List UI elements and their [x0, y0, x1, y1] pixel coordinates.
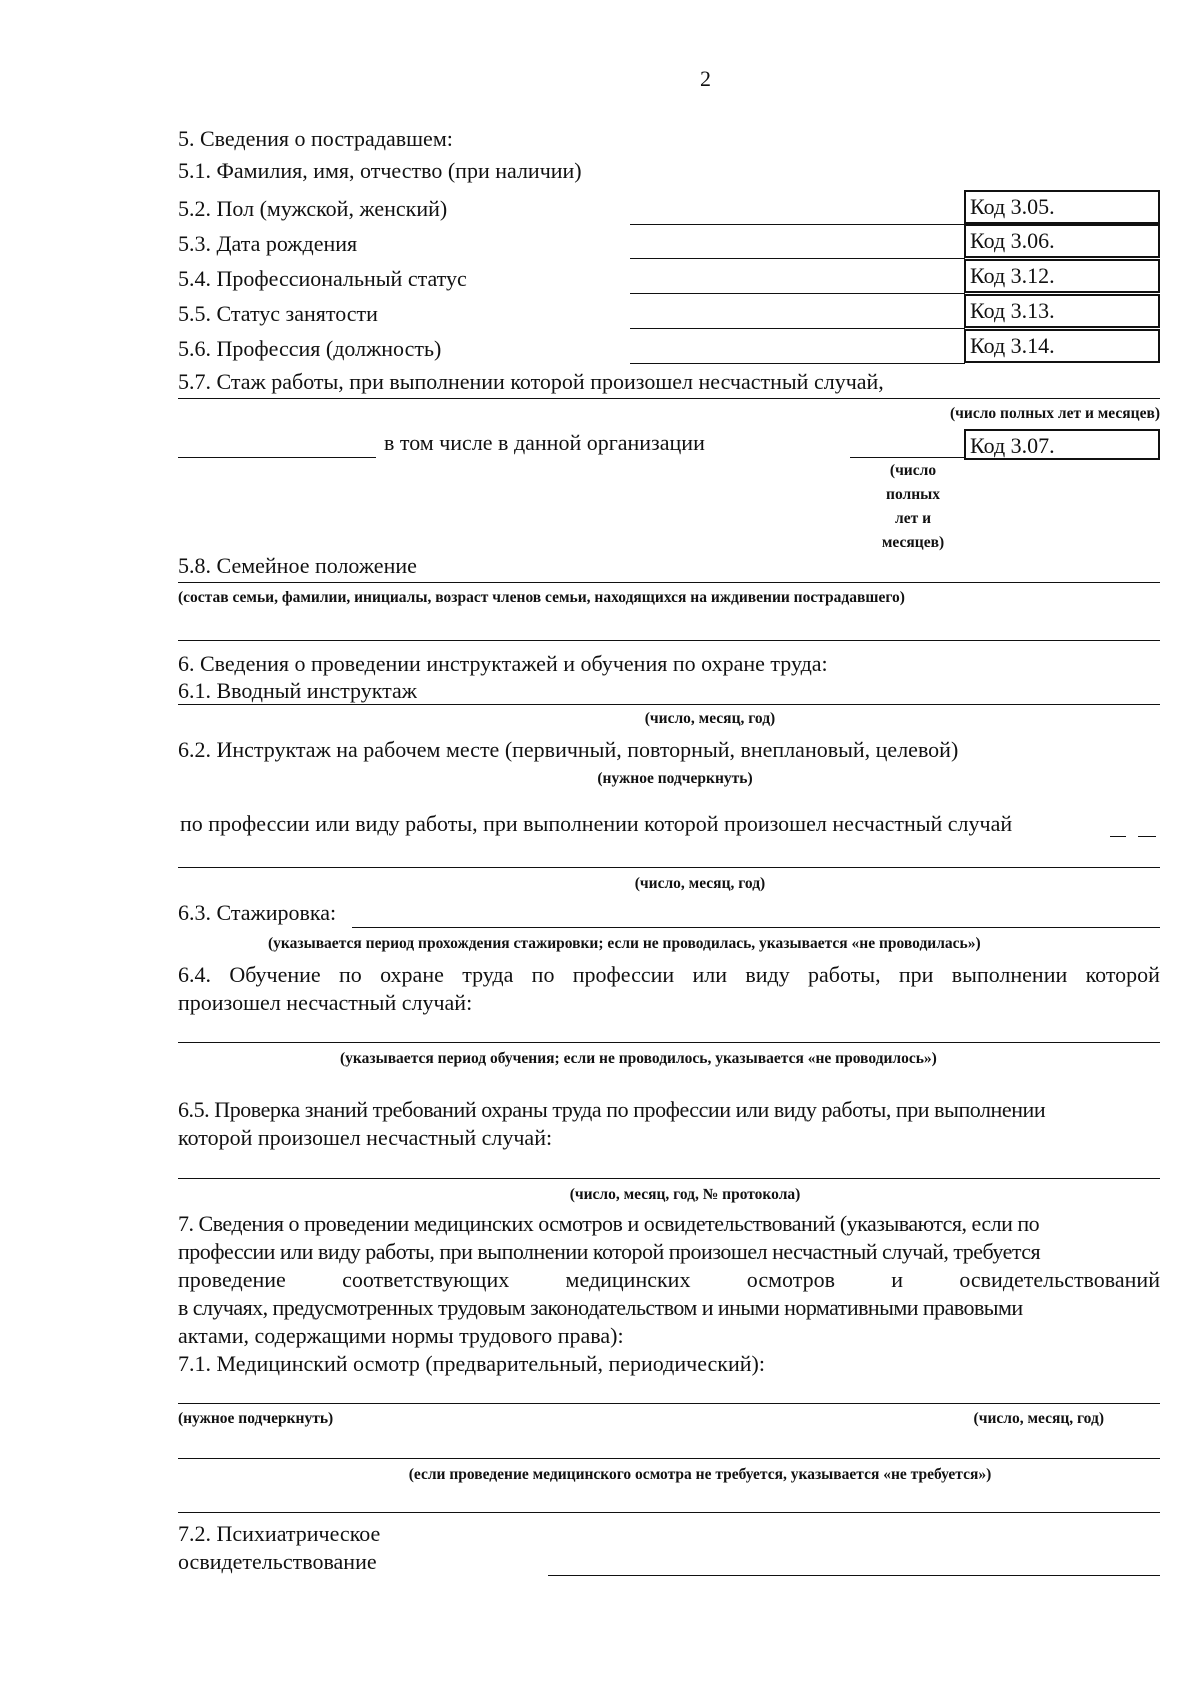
item-5-2-fill-line[interactable]: [630, 224, 965, 225]
section-7-line-2: профессии или виду работы, при выполнении которой произошел несчастный случай, требуется: [178, 1239, 1041, 1264]
section-7-line-4: в случаях, предусмотренных трудовым законодательством и иными нормативными правовыми: [178, 1295, 1023, 1320]
item-6-2-fill-line[interactable]: [178, 867, 1160, 868]
item-7-1-label: 7.1. Медицинский осмотр (предварительный, периодический):: [178, 1351, 765, 1376]
date-note-7: (число, месяц, год): [973, 1410, 1104, 1427]
code-box-3-06[interactable]: [964, 224, 1160, 258]
item-5-5-label: 5.5. Статус занятости: [178, 301, 378, 326]
incl-organization-label: в том числе в данной организации: [384, 430, 705, 455]
word: при: [898, 962, 934, 987]
item-6-2-continuation: по профессии или виду работы, при выполнении которой произошел несчастный случай: [180, 811, 1013, 836]
item-6-3-label: 6.3. Стажировка:: [178, 900, 337, 925]
code-3-07-label: Код 3.07.: [970, 433, 1055, 458]
item-5-8-label: 5.8. Семейное положение: [178, 553, 417, 578]
item-5-6-label: 5.6. Профессия (должность): [178, 336, 442, 361]
item-5-3-fill-line[interactable]: [630, 258, 965, 259]
item-6-4-line-1: [178, 962, 1160, 988]
page-number: 2: [700, 66, 711, 91]
code-3-12-label: Код 3.12.: [970, 263, 1055, 288]
item-6-5-line-1: 6.5. Проверка знаний требований охраны труда по профессии или виду работы, при выполнении: [178, 1097, 1046, 1122]
item-5-7-label: 5.7. Стаж работы, при выполнении которой произошел несчастный случай,: [178, 369, 884, 394]
item-5-6-fill-line[interactable]: [630, 363, 965, 364]
code-box-3-12[interactable]: [964, 259, 1160, 293]
item-5-1-label: 5.1. Фамилия, имя, отчество (при наличии): [178, 158, 582, 183]
item-6-1-label: 6.1. Вводный инструктаж: [178, 678, 417, 703]
section-6-heading: 6. Сведения о проведении инструктажей и обучения по охране труда:: [178, 651, 828, 676]
note-line: лет и: [895, 510, 931, 527]
word: профессии: [572, 962, 675, 987]
internship-note: (указывается период прохождения стажировки; если не проводилась, указывается «не проводилась»): [268, 935, 981, 952]
item-6-2-short-line[interactable]: [1138, 836, 1156, 837]
code-3-06-label: Код 3.06.: [970, 228, 1055, 253]
item-7-1-fill-line[interactable]: [178, 1403, 1160, 1404]
section-5-heading: 5. Сведения о пострадавшем:: [178, 126, 453, 151]
underline-note-7: (нужное подчеркнуть): [178, 1410, 334, 1427]
word: которой: [1085, 962, 1160, 987]
note-line: месяцев): [881, 534, 945, 551]
protocol-note: (число, месяц, год, № протокола): [569, 1186, 801, 1203]
experience-org-fill-line[interactable]: [850, 457, 965, 458]
code-box-3-13[interactable]: [964, 294, 1160, 328]
code-box-3-05[interactable]: [964, 190, 1160, 224]
word: Обучение: [229, 962, 321, 987]
code-box-3-07[interactable]: [964, 429, 1160, 460]
item-5-3-label: 5.3. Дата рождения: [178, 231, 358, 256]
years-months-stacked-note: [858, 462, 968, 552]
word: работы,: [808, 962, 881, 987]
date-note-2: (число, месяц, год): [634, 875, 766, 892]
item-6-2-short-line[interactable]: [1110, 836, 1126, 837]
item-6-4-fill-line[interactable]: [178, 1042, 1160, 1043]
code-3-05-label: Код 3.05.: [970, 194, 1055, 219]
training-note: (указывается период обучения; если не проводилось, указывается «не проводилось»): [340, 1050, 937, 1067]
word: проведение: [178, 1267, 286, 1292]
item-6-5-fill-line[interactable]: [178, 1178, 1160, 1179]
word: по: [339, 962, 362, 987]
code-box-3-14[interactable]: [964, 329, 1160, 363]
word: труда: [462, 962, 514, 987]
code-3-13-label: Код 3.13.: [970, 298, 1055, 323]
word: выполнении: [951, 962, 1068, 987]
item-6-2-label: 6.2. Инструктаж на рабочем месте (первичный, повторный, внеплановый, целевой): [178, 737, 959, 762]
section-7-line-3: [178, 1267, 1160, 1293]
experience-total-fill-line[interactable]: [178, 457, 376, 458]
item-5-8-fill-line[interactable]: [178, 582, 1160, 583]
note-line: полных: [886, 486, 940, 503]
item-5-7-fill-line[interactable]: [178, 398, 1160, 399]
code-3-14-label: Код 3.14.: [970, 333, 1055, 358]
item-7-1-fill-line-2[interactable]: [178, 1458, 1160, 1459]
word: виду: [745, 962, 790, 987]
years-months-note: (число полных лет и месяцев): [950, 405, 1160, 422]
family-note: (состав семьи, фамилии, инициалы, возраст членов семьи, находящихся на иждивении пострадавшего): [178, 589, 905, 606]
item-5-5-fill-line[interactable]: [630, 328, 965, 329]
item-5-8-fill-line-2[interactable]: [178, 640, 1160, 641]
item-6-1-fill-line[interactable]: [178, 704, 1160, 705]
note-line: (число: [889, 462, 937, 479]
word: соответствующих: [342, 1267, 510, 1292]
item-6-3-fill-line[interactable]: [352, 927, 1160, 928]
item-7-2-line-1: 7.2. Психиатрическое: [178, 1521, 381, 1546]
section-7-line-5: актами, содержащими нормы трудового права):: [178, 1323, 624, 1348]
section-7-line-1: 7. Сведения о проведении медицинских осмотров и освидетельствований (указываются, если по: [178, 1211, 1040, 1236]
word: освидетельствований: [959, 1267, 1160, 1292]
item-6-4-line-2: произошел несчастный случай:: [178, 990, 473, 1015]
item-6-5-line-2: которой произошел несчастный случай:: [178, 1125, 553, 1150]
item-7-2-line-2: освидетельствование: [178, 1549, 377, 1574]
underline-note: (нужное подчеркнуть): [597, 770, 753, 787]
word: осмотров: [746, 1267, 835, 1292]
item-5-2-label: 5.2. Пол (мужской, женский): [178, 196, 448, 221]
word: и: [891, 1267, 904, 1292]
item-5-4-label: 5.4. Профессиональный статус: [178, 266, 467, 291]
word: медицинских: [565, 1267, 691, 1292]
word: 6.4.: [178, 962, 211, 987]
word: или: [692, 962, 728, 987]
word: по: [531, 962, 555, 987]
date-note: (число, месяц, год): [644, 710, 776, 727]
item-7-2-fill-line[interactable]: [548, 1575, 1160, 1576]
item-7-1-fill-line-3[interactable]: [178, 1512, 1160, 1513]
not-required-note: (если проведение медицинского осмотра не требуется, указывается «не требуется»): [408, 1466, 992, 1483]
item-5-4-fill-line[interactable]: [630, 293, 965, 294]
word: охране: [380, 962, 444, 987]
